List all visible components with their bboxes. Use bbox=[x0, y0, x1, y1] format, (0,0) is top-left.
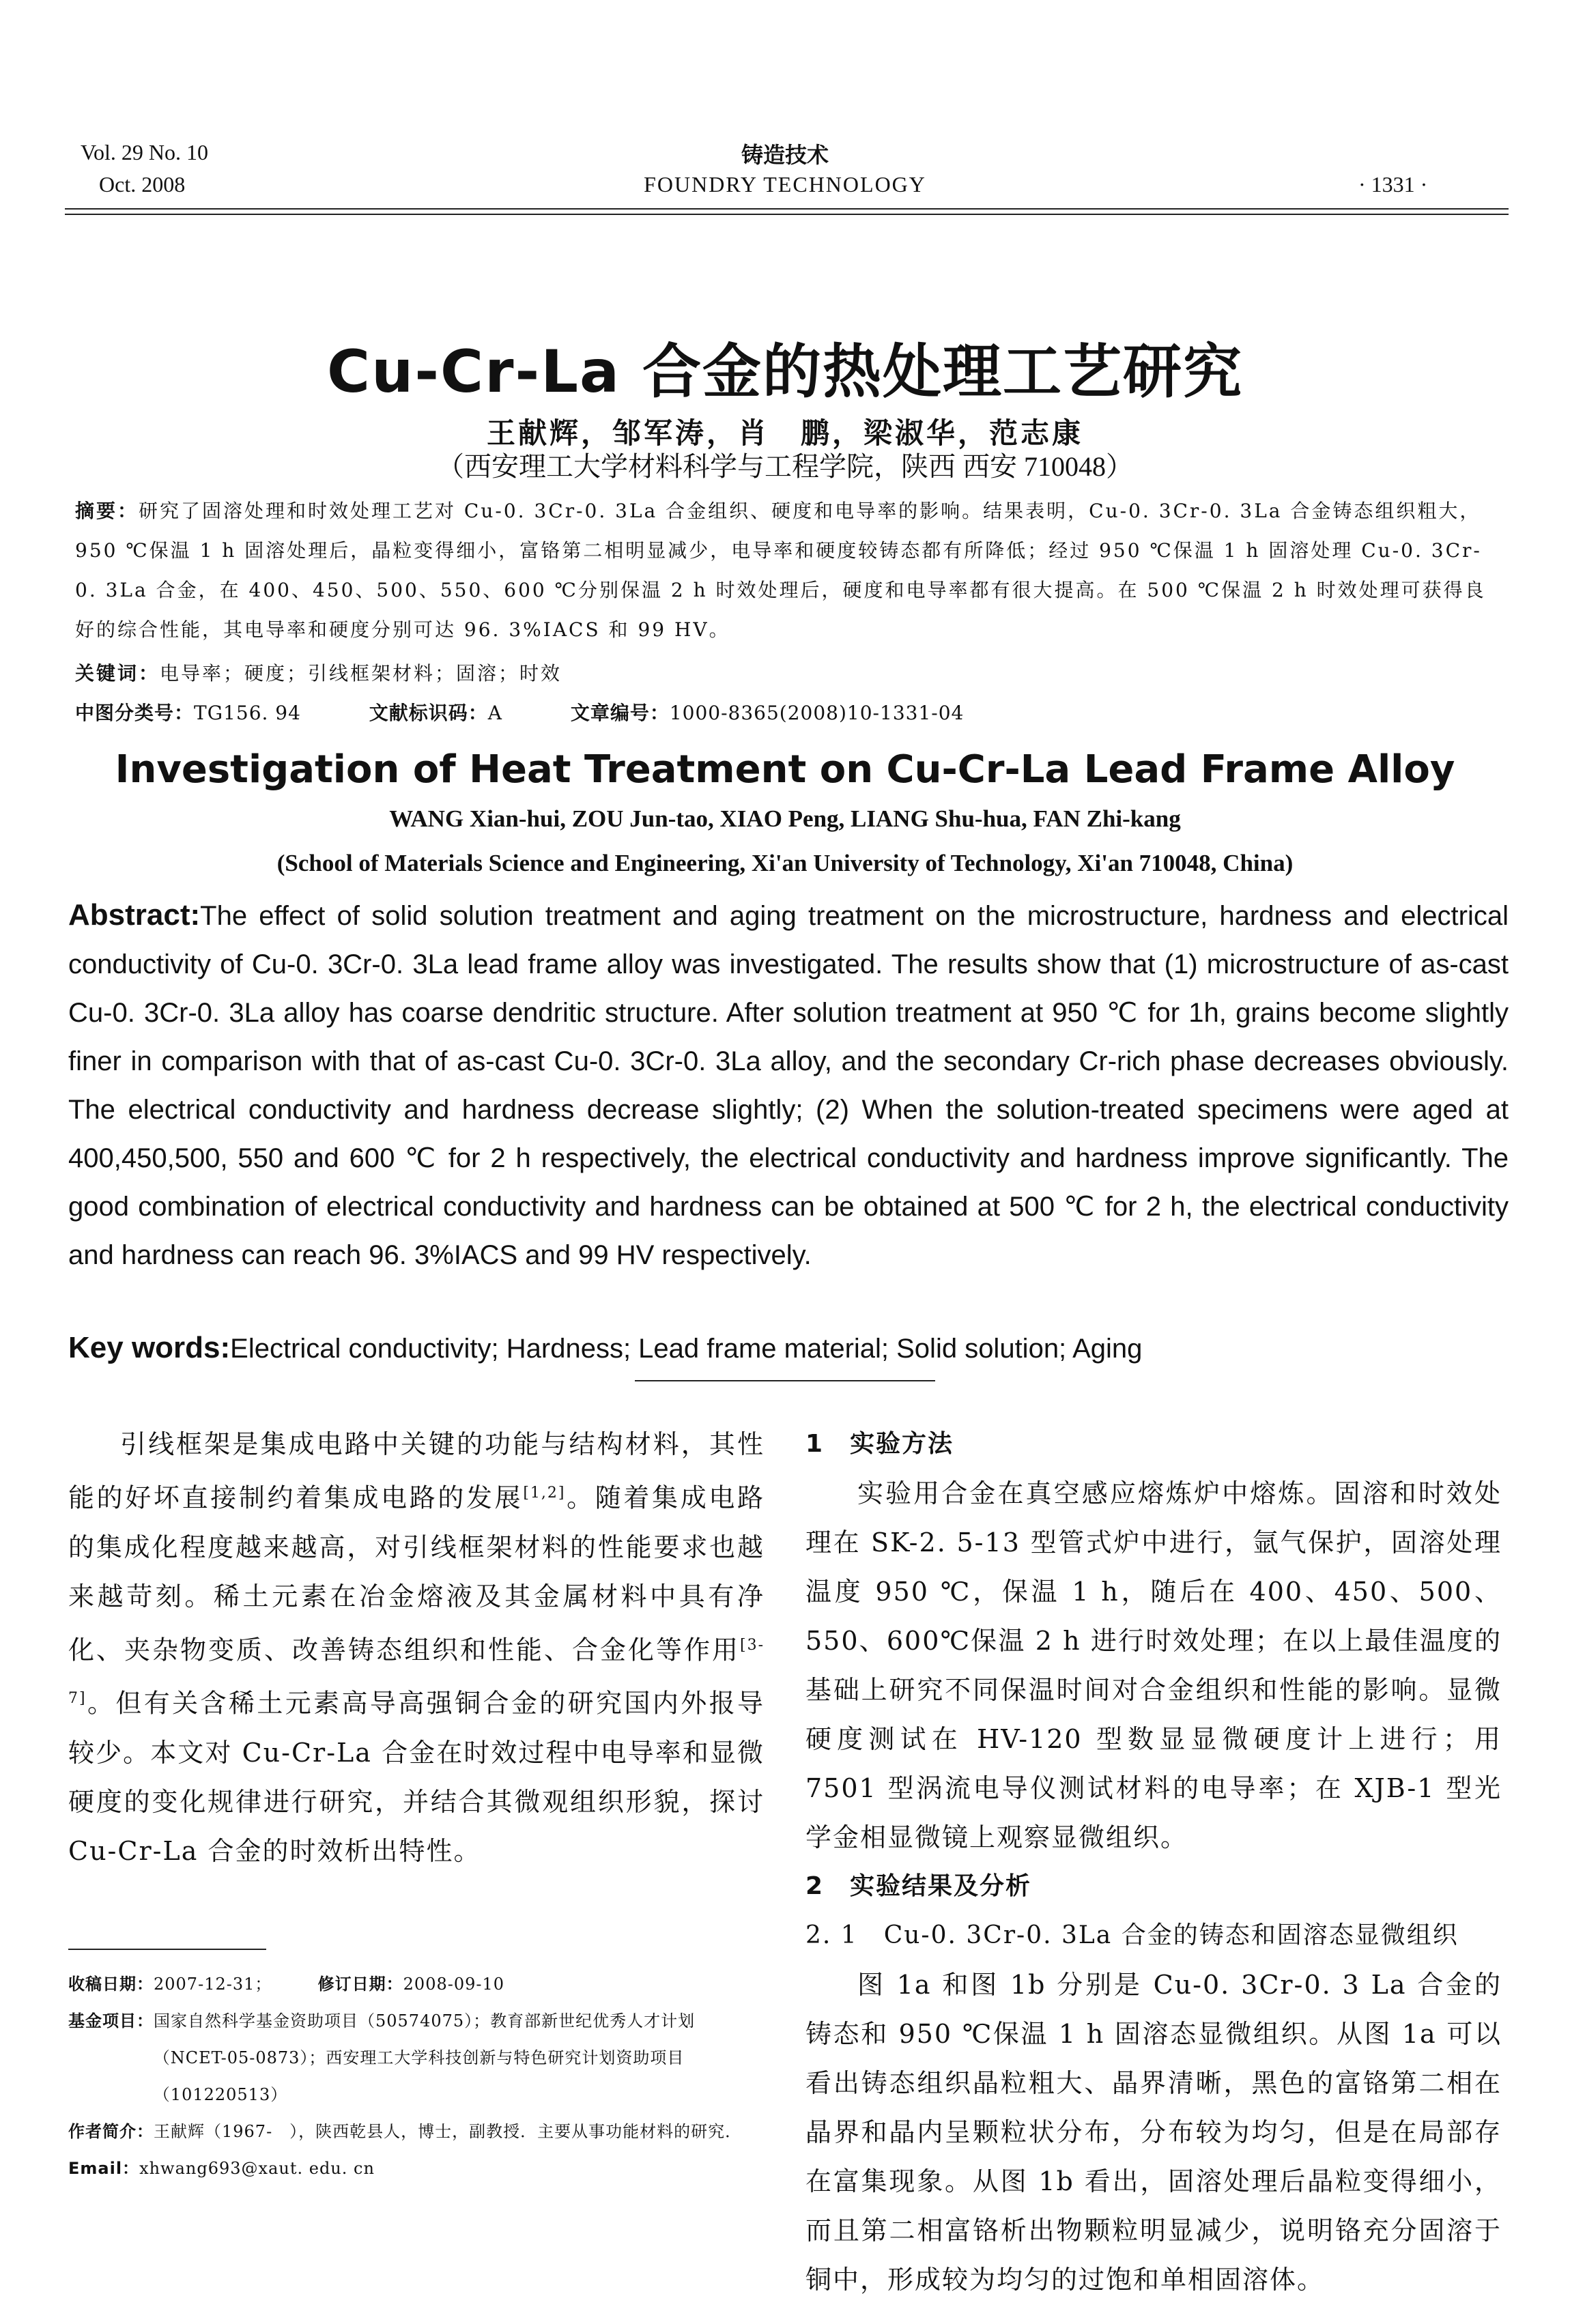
section-2-heading: 2 实验结果及分析 bbox=[805, 1872, 1032, 1900]
fund-text: 国家自然科学基金资助项目（50574075）；教育部新世纪优秀人才计划（NCET-05-0873）；西安理工大学科技创新与特色研究计划资助项目（101220513） bbox=[153, 2011, 696, 2104]
intro-ref-2: [3-7] bbox=[68, 1636, 765, 1708]
footnote-fund bbox=[68, 2003, 765, 2113]
fund-label: 基金项目： bbox=[68, 2011, 154, 2031]
keywords-en-text: Electrical conductivity; Hardness; Lead frame material; Solid solution; Aging bbox=[230, 1334, 1143, 1364]
intro-ref-1: [1,2] bbox=[523, 1484, 566, 1502]
title-cn: Cu-Cr-La 合金的热处理工艺研究 bbox=[326, 338, 1244, 406]
classification-line bbox=[75, 693, 1502, 733]
abstract-en-text: The effect of solid solution treatment and aging treatment on the microstructure, hardness and electrical conductivity of Cu-0. 3Cr-0. 3La lead frame alloy was investigated. The results show that (1) microstructure of as-cast Cu-0. 3Cr-0. 3La alloy has coarse dendritic structure. After solution treatment at 950 ℃ for 1h, grains become slightly finer in comparison with that of as-cast Cu-0. 3Cr-0. 3La alloy, and the secondary Cr-rich phase decreases obviously. The electrical conductivity and hardness decrease slightly; (2) When the solution-treated specimens were aged at 400,450,500, 550 and 600 ℃ for 2 h respectively, the electrical conductivity and hardness improve significantly. The good combination of electrical conductivity and hardness can be obtained at 500 ℃ for 2 h, the electrical conductivity and hardness can reach 96. 3%IACS and 99 HV respectively. bbox=[68, 901, 1509, 1270]
doc-code-label: 文献标识码： bbox=[369, 702, 488, 724]
header-date: Oct. 2008 bbox=[99, 172, 186, 197]
section-1-heading: 1 实验方法 bbox=[805, 1430, 954, 1458]
intro-paragraph bbox=[68, 1420, 765, 1876]
keywords-cn-label: 关键词： bbox=[75, 662, 160, 685]
intro-text-3: 。但有关含稀土元素高导高强铜合金的研究国内外报导较少。本文对 Cu-Cr-La 合金在时效过程中电导率和显微硬度的变化规律进行研究，并结合其微观组织形貌，探讨 Cu-Cr-La 合金的时效析出特性。 bbox=[68, 1688, 765, 1866]
clc-label: 中图分类号： bbox=[75, 702, 195, 724]
title-en: Investigation of Heat Treatment on Cu-Cr-La Lead Frame Alloy bbox=[115, 747, 1455, 792]
header-rule-top bbox=[65, 208, 1509, 210]
footnote-author bbox=[68, 2113, 765, 2150]
header-rule-bottom bbox=[65, 214, 1509, 215]
abstract-cn-label: 摘要： bbox=[75, 500, 139, 522]
authors-en: WANG Xian-hui, ZOU Jun-tao, XIAO Peng, LIANG Shu-hua, FAN Zhi-kang bbox=[389, 805, 1181, 832]
revised-date: 2008-09-10 bbox=[403, 1975, 505, 1994]
intro-text-1: 引线框架是集成电路中关键的功能与结构材料，其性能的好坏直接制约着集成电路的发展 bbox=[68, 1429, 765, 1513]
header-page-number: · 1331 · bbox=[1358, 172, 1428, 197]
keywords-en bbox=[68, 1331, 1509, 1365]
intro-text-2: 。随着集成电路的集成化程度越来越高，对引线框架材料的性能要求也越来越苛刻。稀土元素在冶金熔液及其金属材料中具有净化、夹杂物变质、改善铸态组织和性能、合金化等作用 bbox=[68, 1482, 765, 1665]
section-2-1-heading: 2. 1 Cu-0. 3Cr-0. 3La 合金的铸态和固溶态显微组织 bbox=[805, 1921, 1459, 1949]
keywords-en-label: Key words: bbox=[68, 1331, 231, 1364]
affiliation-en: (School of Materials Science and Engineering, Xi'an University of Technology, Xi'an 710048, China) bbox=[276, 850, 1294, 876]
right-column bbox=[805, 1420, 1502, 2304]
authors-cn: 王献辉，邹军涛，肖 鹏，梁淑华，范志康 bbox=[486, 416, 1083, 450]
affiliation-cn: （西安理工大学材料科学与工程学院，陕西 西安 710048） bbox=[437, 451, 1133, 482]
email-address: xhwang693@xaut. edu. cn bbox=[139, 2159, 375, 2178]
footnote-email bbox=[68, 2150, 765, 2187]
header-journal-cn: 铸造技术 bbox=[741, 142, 829, 168]
author-bio-label: 作者简介： bbox=[68, 2122, 154, 2141]
email-label: Email： bbox=[68, 2159, 140, 2178]
keywords-cn bbox=[75, 654, 1502, 693]
article-number-value: 1000-8365(2008)10-1331-04 bbox=[669, 702, 965, 724]
abstract-en-label: Abstract: bbox=[68, 898, 201, 932]
keywords-cn-text: 电导率；硬度；引线框架材料；固溶；时效 bbox=[160, 662, 562, 685]
article-number-label: 文章编号： bbox=[570, 702, 670, 724]
footnote-dates bbox=[68, 1966, 765, 2003]
section-2-1-text: 图 1a 和图 1b 分别是 Cu-0. 3Cr-0. 3 La 合金的铸态和 950 ℃保温 1 h 固溶态显微组织。从图 1a 可以看出铸态组织晶粒粗大、晶界清晰，黑色的富铬第二相在晶界和晶内呈颗粒状分布，分布较为均匀，但是在局部存在富集现象。从图 1b 看出，固溶处理后晶粒变得细小，而且第二相富铬析出物颗粒明显减少，说明铬充分固溶于铜中，形成较为均匀的过饱和单相固溶体。 bbox=[805, 1970, 1502, 2295]
clc-value: TG156. 94 bbox=[194, 702, 301, 724]
received-date: 2007-12-31； bbox=[154, 1975, 272, 1994]
abstract-en bbox=[68, 891, 1509, 1280]
abstract-cn-text: 研究了固溶处理和时效处理工艺对 Cu-0. 3Cr-0. 3La 合金组织、硬度和电导率的影响。结果表明，Cu-0. 3Cr-0. 3La 合金铸态组织粗大，950 ℃保温 1 h 固溶处理后，晶粒变得细小，富铬第二相明显减少，电导率和硬度较铸态都有所降低；经过 950 ℃保温 1 h 固溶处理 Cu-0. 3Cr-0. 3La 合金，在 400、450、500、550、600 ℃分别保温 2 h 时效处理后，硬度和电导率都有很大提高。在 500 ℃保温 2 h 时效处理可获得良好的综合性能，其电导率和硬度分别可达 96. 3%IACS 和 99 HV。 bbox=[75, 500, 1486, 641]
doc-code-value: A bbox=[487, 702, 502, 724]
revised-label: 修订日期： bbox=[317, 1975, 403, 1994]
abstract-cn bbox=[75, 491, 1502, 650]
header-journal-en: FOUNDRY TECHNOLOGY bbox=[644, 172, 926, 197]
author-bio-text: 王献辉（1967- ），陕西乾县人，博士，副教授．主要从事功能材料的研究． bbox=[154, 2122, 743, 2141]
footnote-rule bbox=[68, 1949, 266, 1950]
received-label: 收稿日期： bbox=[68, 1975, 154, 1994]
abstract-divider bbox=[635, 1380, 935, 1381]
header-volume: Vol. 29 No. 10 bbox=[81, 140, 208, 164]
footnotes bbox=[68, 1966, 765, 2187]
section-1-text: 实验用合金在真空感应熔炼炉中熔炼。固溶和时效处理在 SK-2. 5-13 型管式炉中进行，氩气保护，固溶处理温度 950 ℃，保温 1 h，随后在 400、450、500、550、600℃保温 2 h 进行时效处理；在以上最佳温度的基础上研究不同保温时间对合金组织和性能的影响。显微硬度测试在 HV-120 型数显显微硬度计上进行；用 7501 型涡流电导仪测试材料的电导率；在 XJB-1 型光学金相显微镜上观察显微组织。 bbox=[805, 1478, 1502, 1852]
